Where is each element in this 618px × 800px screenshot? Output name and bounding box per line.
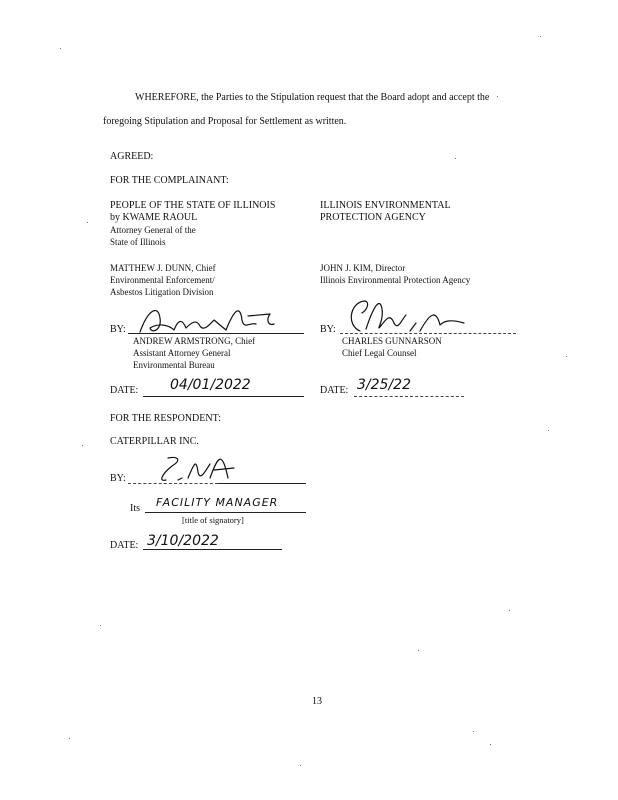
respondent-date-line: [143, 549, 282, 550]
scan-speck: [497, 96, 498, 97]
respondent-title-line: [145, 512, 306, 513]
respondent-signature: [148, 450, 248, 490]
gunnarson-title: Chief Legal Counsel: [342, 348, 417, 358]
scan-speck: [418, 650, 419, 651]
scan-speck: [87, 222, 88, 223]
gunnarson-date-label: DATE:: [320, 385, 349, 396]
agency-line-2: PROTECTION AGENCY: [320, 212, 426, 223]
respondent-by-label: BY:: [110, 473, 126, 484]
dunn-line-3: Asbestos Litigation Division: [110, 287, 214, 297]
agreed-label: AGREED:: [110, 151, 154, 162]
gunnarson-date-line: [354, 396, 464, 397]
kim-name: JOHN J. KIM, Director: [320, 263, 406, 273]
people-line-1: PEOPLE OF THE STATE OF ILLINOIS: [110, 200, 276, 211]
complainant-heading: FOR THE COMPLAINANT:: [110, 175, 229, 186]
scan-speck: [69, 738, 70, 739]
respondent-date-label: DATE:: [110, 540, 139, 551]
respondent-its-label: Its: [130, 503, 140, 514]
scan-speck: [548, 430, 549, 431]
armstrong-signature: [130, 300, 290, 340]
scan-speck: [566, 356, 567, 357]
respondent-company: CATERPILLAR INC.: [110, 436, 199, 447]
armstrong-title-1: Assistant Attorney General: [133, 348, 231, 358]
gunnarson-date-value: 3/25/22: [357, 377, 411, 393]
people-line-3: Attorney General of the: [110, 225, 196, 235]
dunn-name: MATTHEW J. DUNN, Chief: [110, 263, 216, 273]
people-line-4: State of Illinois: [110, 237, 166, 247]
gunnarson-signature: [340, 295, 480, 339]
scan-speck: [60, 48, 61, 49]
kim-line-2: Illinois Environmental Protection Agency: [320, 275, 471, 285]
scan-speck: [300, 765, 301, 766]
armstrong-name: ANDREW ARMSTRONG, Chief: [133, 336, 256, 346]
gunnarson-name: CHARLES GUNNARSON: [342, 336, 442, 346]
gunnarson-by-label: BY:: [320, 324, 336, 335]
scan-speck: [100, 625, 101, 626]
respondent-heading: FOR THE RESPONDENT:: [110, 413, 221, 424]
scan-speck: [540, 36, 541, 37]
scan-speck: [490, 744, 491, 745]
scan-speck: [82, 445, 83, 446]
page-number: 13: [312, 696, 322, 707]
armstrong-title-2: Environmental Bureau: [133, 360, 215, 370]
dunn-line-2: Environmental Enforcement/: [110, 275, 215, 285]
armstrong-date-value: 04/01/2022: [170, 377, 251, 393]
armstrong-date-label: DATE:: [110, 385, 139, 396]
respondent-title-caption: [title of signatory]: [182, 515, 244, 525]
intro-line-1: WHEREFORE, the Parties to the Stipulation request that the Board adopt and accept the: [135, 92, 490, 103]
scan-speck: [509, 610, 510, 611]
scan-speck: [473, 731, 474, 732]
people-line-2: by KWAME RAOUL: [110, 212, 198, 223]
respondent-its-value: FACILITY MANAGER: [156, 496, 279, 509]
armstrong-date-line: [143, 396, 304, 397]
agency-line-1: ILLINOIS ENVIRONMENTAL: [320, 200, 451, 211]
scan-speck: [455, 158, 456, 159]
respondent-date-value: 3/10/2022: [147, 533, 219, 549]
armstrong-by-label: BY:: [110, 324, 126, 335]
intro-line-2: foregoing Stipulation and Proposal for Settlement as written.: [103, 116, 347, 127]
